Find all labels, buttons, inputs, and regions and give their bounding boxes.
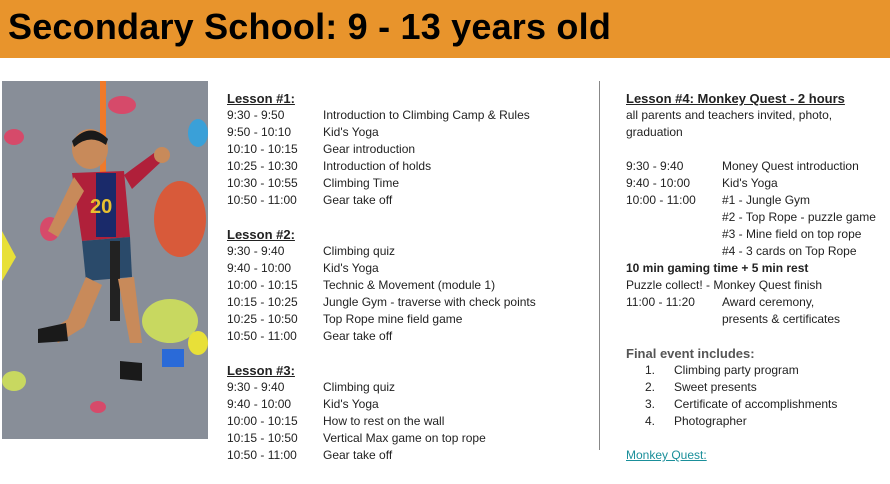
- final-event-title: Final event includes:: [626, 346, 755, 361]
- schedule-row: 10:15 - 10:50 Vertical Max game on top rope: [227, 431, 486, 445]
- schedule-row: 10:00 - 10:15 Technic & Movement (module 1): [227, 278, 496, 292]
- svg-text:20: 20: [90, 196, 113, 218]
- lesson4-heading: Lesson #4: Monkey Quest - 2 hours: [626, 91, 845, 106]
- schedule-row: 9:30 - 9:40 Climbing quiz: [227, 244, 396, 258]
- schedule-row: #4 - 3 cards on Top Rope: [722, 244, 857, 258]
- schedule-row: 9:30 - 9:40 Money Quest introduction: [626, 159, 859, 173]
- hold-orange: [154, 181, 206, 257]
- schedule-row: 10:30 - 10:55 Climbing Time: [227, 176, 400, 190]
- lesson4-intro: graduation: [626, 125, 683, 139]
- title-banner: [0, 0, 890, 58]
- schedule-row: 10:10 - 10:15 Gear introduction: [227, 142, 416, 156]
- schedule-row: 11:00 - 11:20 Award ceremony,: [626, 295, 815, 309]
- schedule-row: 9:30 - 9:50 Introduction to Climbing Camp & Rules: [227, 108, 530, 122]
- lesson1-heading: Lesson #1:: [227, 91, 295, 106]
- gaming-time: 10 min gaming time + 5 min rest: [626, 261, 809, 275]
- schedule-row: 10:00 - 11:00 #1 - Jungle Gym: [626, 193, 811, 207]
- lesson2-heading: Lesson #2:: [227, 227, 295, 242]
- list-item: 4. Photographer: [644, 414, 747, 428]
- column-divider: [599, 81, 600, 450]
- schedule-row: 9:40 - 10:00 Kid's Yoga: [626, 176, 778, 190]
- lesson3-heading: Lesson #3:: [227, 363, 295, 378]
- lessons-column-right: [626, 90, 888, 464]
- schedule-row: 10:50 - 11:00 Gear take off: [227, 193, 393, 207]
- list-item: 1. Climbing party program: [644, 363, 799, 377]
- schedule-row: 9:50 - 10:10 Kid's Yoga: [227, 125, 379, 139]
- lessons-column-left: [227, 90, 587, 464]
- list-item: 2. Sweet presents: [644, 380, 757, 394]
- list-item: 3. Certificate of accomplishments: [644, 397, 838, 411]
- schedule-row: 9:30 - 9:40 Climbing quiz: [227, 380, 396, 394]
- schedule-row: 10:50 - 11:00 Gear take off: [227, 329, 393, 343]
- puzzle-note: Puzzle collect! - Monkey Quest finish: [626, 278, 823, 292]
- climber-illustration: [2, 81, 208, 439]
- schedule-row: #2 - Top Rope - puzzle game: [722, 210, 876, 224]
- page-title: Secondary School: 9 - 13 years old: [8, 6, 612, 47]
- schedule-row: 9:40 - 10:00 Kid's Yoga: [227, 397, 379, 411]
- schedule-row: 10:15 - 10:25 Jungle Gym - traverse with check points: [227, 295, 536, 309]
- schedule-row: 10:25 - 10:30 Introduction of holds: [227, 159, 432, 173]
- schedule-row: 9:40 - 10:00 Kid's Yoga: [227, 261, 379, 275]
- schedule-row: 10:00 - 10:15 How to rest on the wall: [227, 414, 445, 428]
- schedule-row: presents & certificates: [722, 312, 841, 326]
- climbing-photo: [2, 81, 208, 439]
- schedule-row: 10:50 - 11:00 Gear take off: [227, 448, 393, 462]
- schedule-row: 10:25 - 10:50 Top Rope mine field game: [227, 312, 463, 326]
- schedule-row: #3 - Mine field on top rope: [722, 227, 862, 241]
- hold-pink: [108, 96, 136, 114]
- monkey-quest-link[interactable]: Monkey Quest:: [626, 448, 707, 462]
- lesson4-intro: all parents and teachers invited, photo,: [626, 108, 833, 122]
